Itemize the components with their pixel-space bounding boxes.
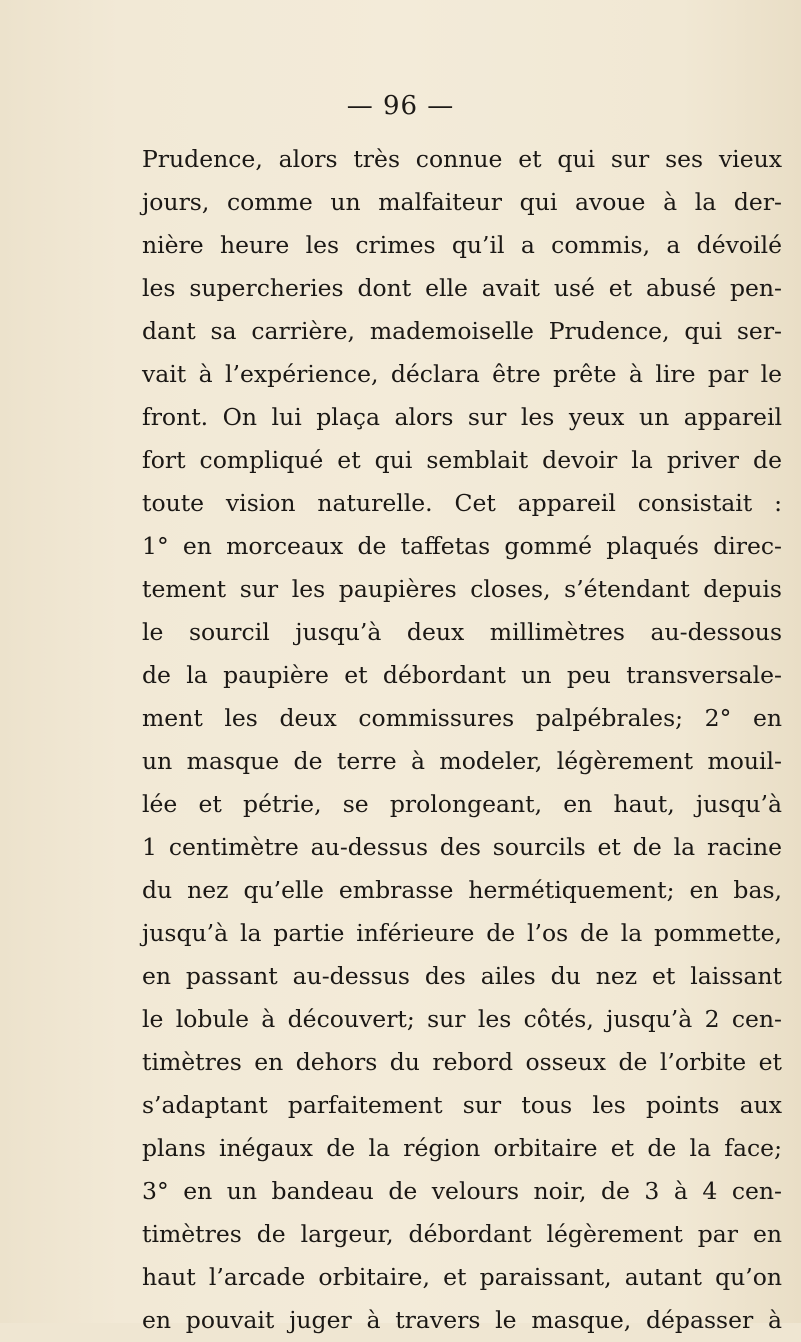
text-line: de la paupière et débordant un peu transversale- [142, 661, 782, 689]
text-line: timètres de largeur, débordant légèrement par en [142, 1220, 782, 1248]
text-line: lée et pétrie, se prolongeant, en haut, jusqu’à [142, 790, 782, 818]
text-line: dant sa carrière, mademoiselle Prudence, qui ser- [142, 317, 782, 345]
text-line: vait à l’expérience, déclara être prête à lire par le [142, 360, 782, 388]
body-text [142, 138, 782, 1342]
text-line: le sourcil jusqu’à deux millimètres au-dessous [142, 618, 782, 646]
text-line: 1 centimètre au-dessus des sourcils et de la racine [142, 833, 782, 861]
text-line: timètres en dehors du rebord osseux de l’orbite et [142, 1048, 782, 1076]
text-line: plans inégaux de la région orbitaire et de la face; [142, 1134, 782, 1162]
text-line: un masque de terre à modeler, légèrement mouil- [142, 747, 782, 775]
text-line: du nez qu’elle embrasse hermétiquement; en bas, [142, 876, 782, 904]
text-line: 1° en morceaux de taffetas gommé plaqués direc- [142, 532, 782, 560]
text-line: nière heure les crimes qu’il a commis, a dévoilé [142, 231, 782, 259]
page-number: — 96 — [346, 91, 455, 121]
text-line: tement sur les paupières closes, s’étendant depuis [142, 575, 782, 603]
text-line: toute vision naturelle. Cet appareil consistait : [142, 489, 782, 517]
text-line: jusqu’à la partie inférieure de l’os de la pommette, [142, 919, 782, 947]
text-line: les supercheries dont elle avait usé et abusé pen- [142, 274, 782, 302]
text-line: en passant au-dessus des ailes du nez et laissant [142, 962, 782, 990]
text-line: 3° en un bandeau de velours noir, de 3 à 4 cen- [142, 1177, 782, 1205]
text-line: Prudence, alors très connue et qui sur ses vieux [142, 145, 782, 173]
text-line: front. On lui plaça alors sur les yeux un appareil [142, 403, 782, 431]
text-line: en pouvait juger à travers le masque, dépasser à [142, 1306, 782, 1334]
text-line: ment les deux commissures palpébrales; 2° en [142, 704, 782, 732]
text-line: fort compliqué et qui semblait devoir la priver de [142, 446, 782, 474]
text-line: jours, comme un malfaiteur qui avoue à la der- [142, 188, 782, 216]
text-line: haut l’arcade orbitaire, et paraissant, autant qu’on [142, 1263, 782, 1291]
text-line: le lobule à découvert; sur les côtés, jusqu’à 2 cen- [142, 1005, 782, 1033]
text-line: s’adaptant parfaitement sur tous les points aux [142, 1091, 782, 1119]
